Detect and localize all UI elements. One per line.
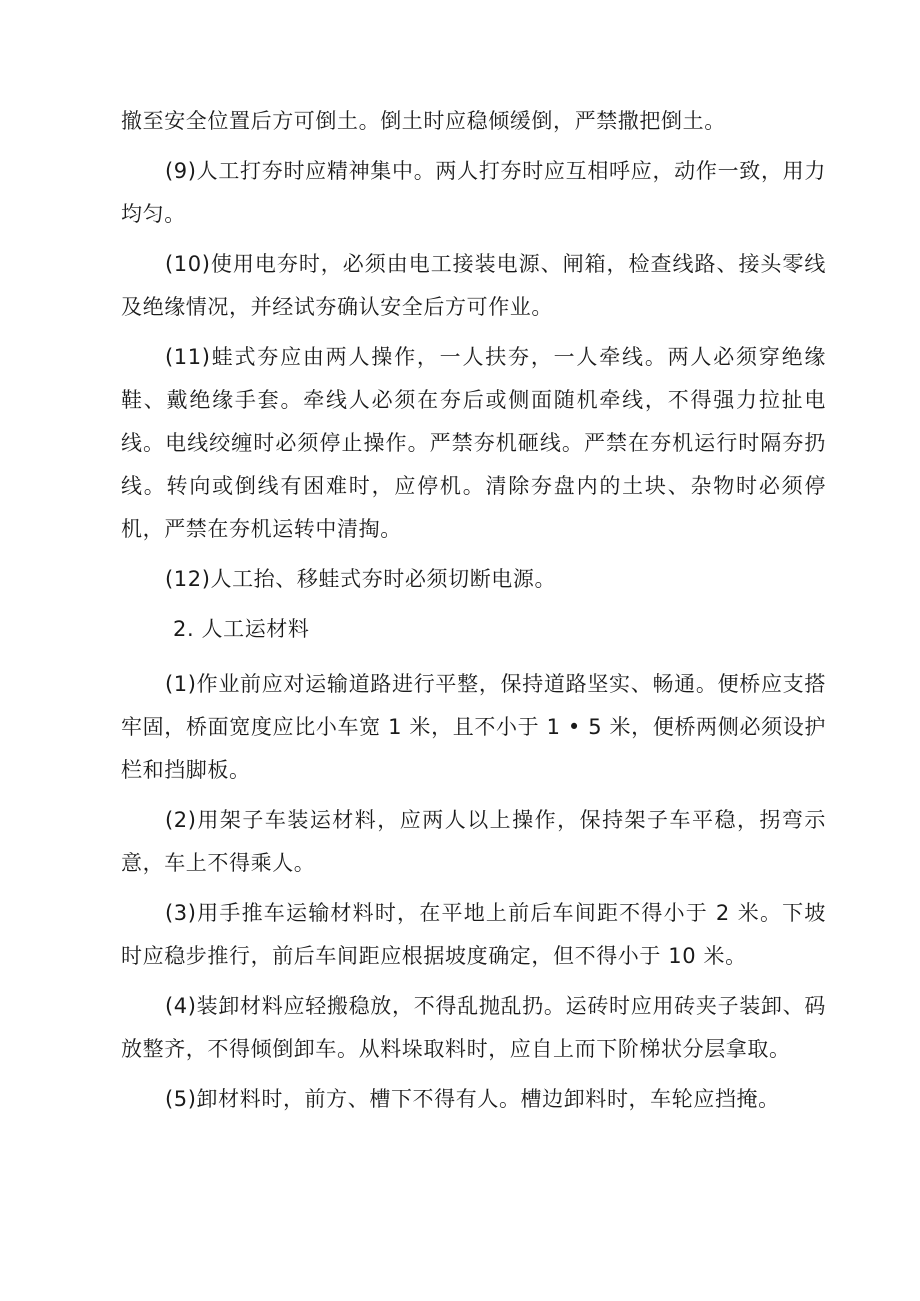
paragraph-item-9: (9)人工打夯时应精神集中。两人打夯时应互相呼应，动作一致，用力均匀。 (121, 159, 826, 226)
section-paragraph-1: (1)作业前应对运输道路进行平整，保持道路坚实、畅通。便桥应支搭牢固，桥面宽度应比小车宽 1 米，且不小于 1 • 5 米，便桥两侧必须设护栏和挡脚板。 (121, 672, 826, 782)
section-paragraph-2: (2)用架子车装运材料，应两人以上操作，保持架子车平稳，拐弯示意，车上不得乘人。 (121, 808, 826, 875)
paragraph-continuation: 撤至安全位置后方可倒土。倒土时应稳倾缓倒，严禁撒把倒土。 (121, 109, 726, 133)
section-heading: 2. 人工运材料 (173, 617, 310, 641)
document-body (121, 100, 826, 1128)
section-paragraph-4: (4)装卸材料应轻搬稳放，不得乱抛乱扔。运砖时应用砖夹子装卸、码放整齐，不得倾倒卸车。从料垛取料时，应自上而下阶梯状分层拿取。 (121, 994, 826, 1061)
paragraph-item-12: (12)人工抬、移蛙式夯时必须切断电源。 (165, 567, 557, 591)
section-paragraph-3: (3)用手推车运输材料时，在平地上前后车间距不得小于 2 米。下坡时应稳步推行，前后车间距应根据坡度确定，但不得小于 10 米。 (121, 901, 826, 968)
paragraph-item-11: (11)蛙式夯应由两人操作，一人扶夯，一人牵线。两人必须穿绝缘鞋、戴绝缘手套。牵线人必须在夯后或侧面随机牵线，不得强力拉扯电线。电线绞缠时必须停止操作。严禁夯机砸线。严禁在夯机运行时隔夯扔线。转向或倒线有困难时，应停机。清除夯盘内的土块、杂物时必须停机，严禁在夯机运转中清掏。 (121, 345, 826, 541)
paragraph-item-10: (10)使用电夯时，必须由电工接装电源、闸箱，检查线路、接头零线及绝缘情况，并经试夯确认安全后方可作业。 (121, 252, 826, 319)
section-paragraph-5: (5)卸材料时，前方、槽下不得有人。槽边卸料时，车轮应挡掩。 (165, 1087, 780, 1111)
